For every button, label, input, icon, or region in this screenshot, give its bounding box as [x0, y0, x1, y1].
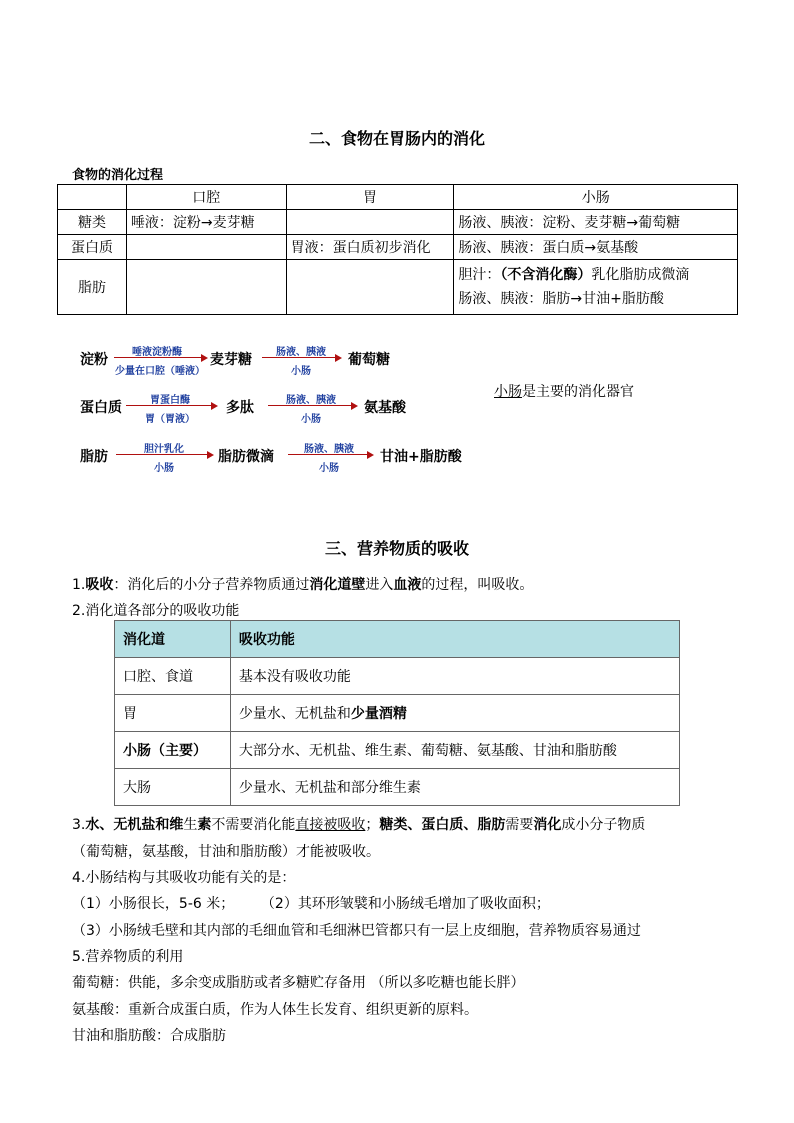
- table-header-cell: 消化道: [115, 621, 231, 658]
- text: 成小分子物质: [561, 817, 646, 833]
- table-cell: 肠液、胰液：淀粉、麦芽糖→葡萄糖: [454, 210, 738, 235]
- bold-term: 血液: [393, 577, 422, 593]
- table-cell: [230, 695, 679, 732]
- arrow-icon: [262, 357, 340, 358]
- para-direct-absorption: [72, 814, 645, 834]
- table-header-cell: [58, 185, 127, 210]
- table-cell: 糖类: [58, 210, 127, 235]
- table-cell: [286, 260, 454, 315]
- arrow-label-top: 肠液、胰液: [286, 395, 336, 406]
- digestion-table: [57, 184, 738, 315]
- para-num: 1.: [72, 577, 86, 593]
- table-cell: 小肠（主要）: [115, 732, 231, 769]
- fat-intestine-juice: 肠液、胰液：脂肪→甘油+脂肪酸: [458, 291, 664, 307]
- arrow-label-top: 胃蛋白酶: [150, 395, 190, 406]
- section-title-digestion: 二、食物在胃肠内的消化: [308, 129, 485, 148]
- table-cell: 胃液：蛋白质初步消化: [286, 235, 454, 260]
- table-cell: 肠液、胰液：蛋白质→氨基酸: [454, 235, 738, 260]
- note-underlined: 小肠: [494, 384, 522, 400]
- flow-mid: 多肽: [226, 400, 254, 416]
- arrow-label-bottom: 小肠: [301, 414, 321, 425]
- table-cell: 脂肪: [58, 260, 127, 315]
- bold-term: 吸收: [85, 577, 114, 593]
- para-glucose-use: 葡萄糖：供能，多余变成脂肪或者多糖贮存备用 （所以多吃糖也能长胖）: [72, 975, 525, 991]
- arrow-label-bottom: 小肠: [154, 463, 174, 474]
- table-header-row: [58, 185, 738, 210]
- arrow-icon: [116, 454, 212, 455]
- table-cell: 基本没有吸收功能: [230, 658, 679, 695]
- bold-term: 消化道壁: [309, 577, 366, 593]
- arrow-label-top: 唾液淀粉酶: [132, 347, 182, 358]
- para-absorption-definition: [72, 574, 533, 594]
- table-header-cell: 胃: [286, 185, 454, 210]
- bile-label: 胆汁：: [458, 267, 501, 283]
- table-header-cell: 小肠: [454, 185, 738, 210]
- flow-mid: 麦芽糖: [210, 352, 252, 368]
- table-cell: [286, 210, 454, 235]
- table-row: [115, 769, 680, 806]
- table-cell: 大部分水、无机盐、维生素、葡萄糖、氨基酸、甘油和脂肪酸: [230, 732, 679, 769]
- para-direct-absorption-line2: （葡萄糖，氨基酸，甘油和脂肪酸）才能被吸收。: [72, 844, 380, 860]
- arrow-label-bottom: 胃（胃液）: [145, 414, 195, 425]
- para-fatty-acid-use: 甘油和脂肪酸：合成脂肪: [72, 1028, 226, 1044]
- text: 不需要消化能: [211, 817, 296, 833]
- flow-start: 淀粉: [80, 352, 108, 368]
- bile-effect: 乳化脂肪成微滴: [591, 267, 690, 283]
- bold-term: 糖类、蛋白质、脂肪: [379, 817, 506, 833]
- text: 进入: [365, 577, 394, 593]
- digestion-subtitle: 食物的消化过程: [72, 168, 164, 183]
- para-amino-acid-use: 氨基酸：重新合成蛋白质，作为人体生长发育、组织更新的原料。: [72, 1002, 478, 1018]
- table-row: [115, 732, 680, 769]
- arrow-icon: [268, 405, 356, 406]
- para-intestine-structure-1: （1）小肠很长，5-6 米； （2）其环形皱襞和小肠绒毛增加了吸收面积；: [72, 896, 550, 912]
- bold-term: 消化: [533, 817, 562, 833]
- note-text: 是主要的消化器官: [522, 384, 634, 400]
- table-header-cell: 吸收功能: [230, 621, 679, 658]
- bold-term: 水、无机盐和维: [85, 817, 184, 833]
- table-cell: 口腔、食道: [115, 658, 231, 695]
- table-row: [58, 210, 738, 235]
- table-row: [58, 235, 738, 260]
- text: ；: [365, 817, 380, 833]
- para-absorption-functions: 2.消化道各部分的吸收功能: [72, 603, 240, 619]
- table-cell: 蛋白质: [58, 235, 127, 260]
- absorption-table: [114, 620, 680, 806]
- table-cell: [454, 260, 738, 315]
- table-row: [58, 260, 738, 315]
- arrow-label-top: 肠液、胰液: [304, 444, 354, 455]
- para-num: 3.: [72, 817, 86, 833]
- para-intestine-structure-3: （3）小肠绒毛壁和其内部的毛细血管和毛细淋巴管都只有一层上皮细胞，营养物质容易通过: [72, 923, 641, 939]
- flow-end: 氨基酸: [364, 400, 406, 416]
- arrow-label-bottom: 小肠: [319, 463, 339, 474]
- para-nutrient-use: 5.营养物质的利用: [72, 949, 184, 965]
- flow-mid: 脂肪微滴: [218, 449, 274, 465]
- flow-start: 蛋白质: [80, 400, 122, 416]
- table-header-cell: 口腔: [126, 185, 286, 210]
- table-cell: [126, 235, 286, 260]
- cell-text: 少量水、无机盐和: [238, 706, 351, 722]
- table-header-row: [115, 621, 680, 658]
- bile-no-enzyme: （不含消化酶）: [500, 267, 592, 283]
- para-intestine-structure: 4.小肠结构与其吸收功能有关的是：: [72, 870, 296, 886]
- text: 的过程，叫吸收。: [421, 577, 534, 593]
- arrow-label-top: 胆汁乳化: [144, 444, 184, 455]
- section-title-absorption: 三、营养物质的吸收: [324, 539, 469, 558]
- table-row: [115, 695, 680, 732]
- small-intestine-note: [494, 381, 634, 401]
- table-row: [115, 658, 680, 695]
- underlined-term: 直接被吸收: [295, 817, 366, 833]
- flow-start: 脂肪: [80, 449, 108, 465]
- text: 生: [183, 817, 198, 833]
- table-cell: 唾液：淀粉→麦芽糖: [126, 210, 286, 235]
- arrow-label-bottom: 少量在口腔（唾液）: [115, 366, 205, 377]
- text: 需要: [505, 817, 534, 833]
- arrow-icon: [126, 405, 216, 406]
- text: ：消化后的小分子营养物质通过: [113, 577, 310, 593]
- flow-end: 葡萄糖: [348, 352, 390, 368]
- cell-bold-text: 少量酒精: [350, 706, 407, 722]
- arrow-icon: [288, 454, 372, 455]
- arrow-label-top: 肠液、胰液: [276, 347, 326, 358]
- bold-term: 素: [197, 817, 212, 833]
- table-cell: 胃: [115, 695, 231, 732]
- table-cell: 少量水、无机盐和部分维生素: [230, 769, 679, 806]
- table-cell: 大肠: [115, 769, 231, 806]
- flow-end: 甘油+脂肪酸: [380, 449, 462, 465]
- table-cell: [126, 260, 286, 315]
- arrow-label-bottom: 小肠: [291, 366, 311, 377]
- arrow-icon: [114, 357, 206, 358]
